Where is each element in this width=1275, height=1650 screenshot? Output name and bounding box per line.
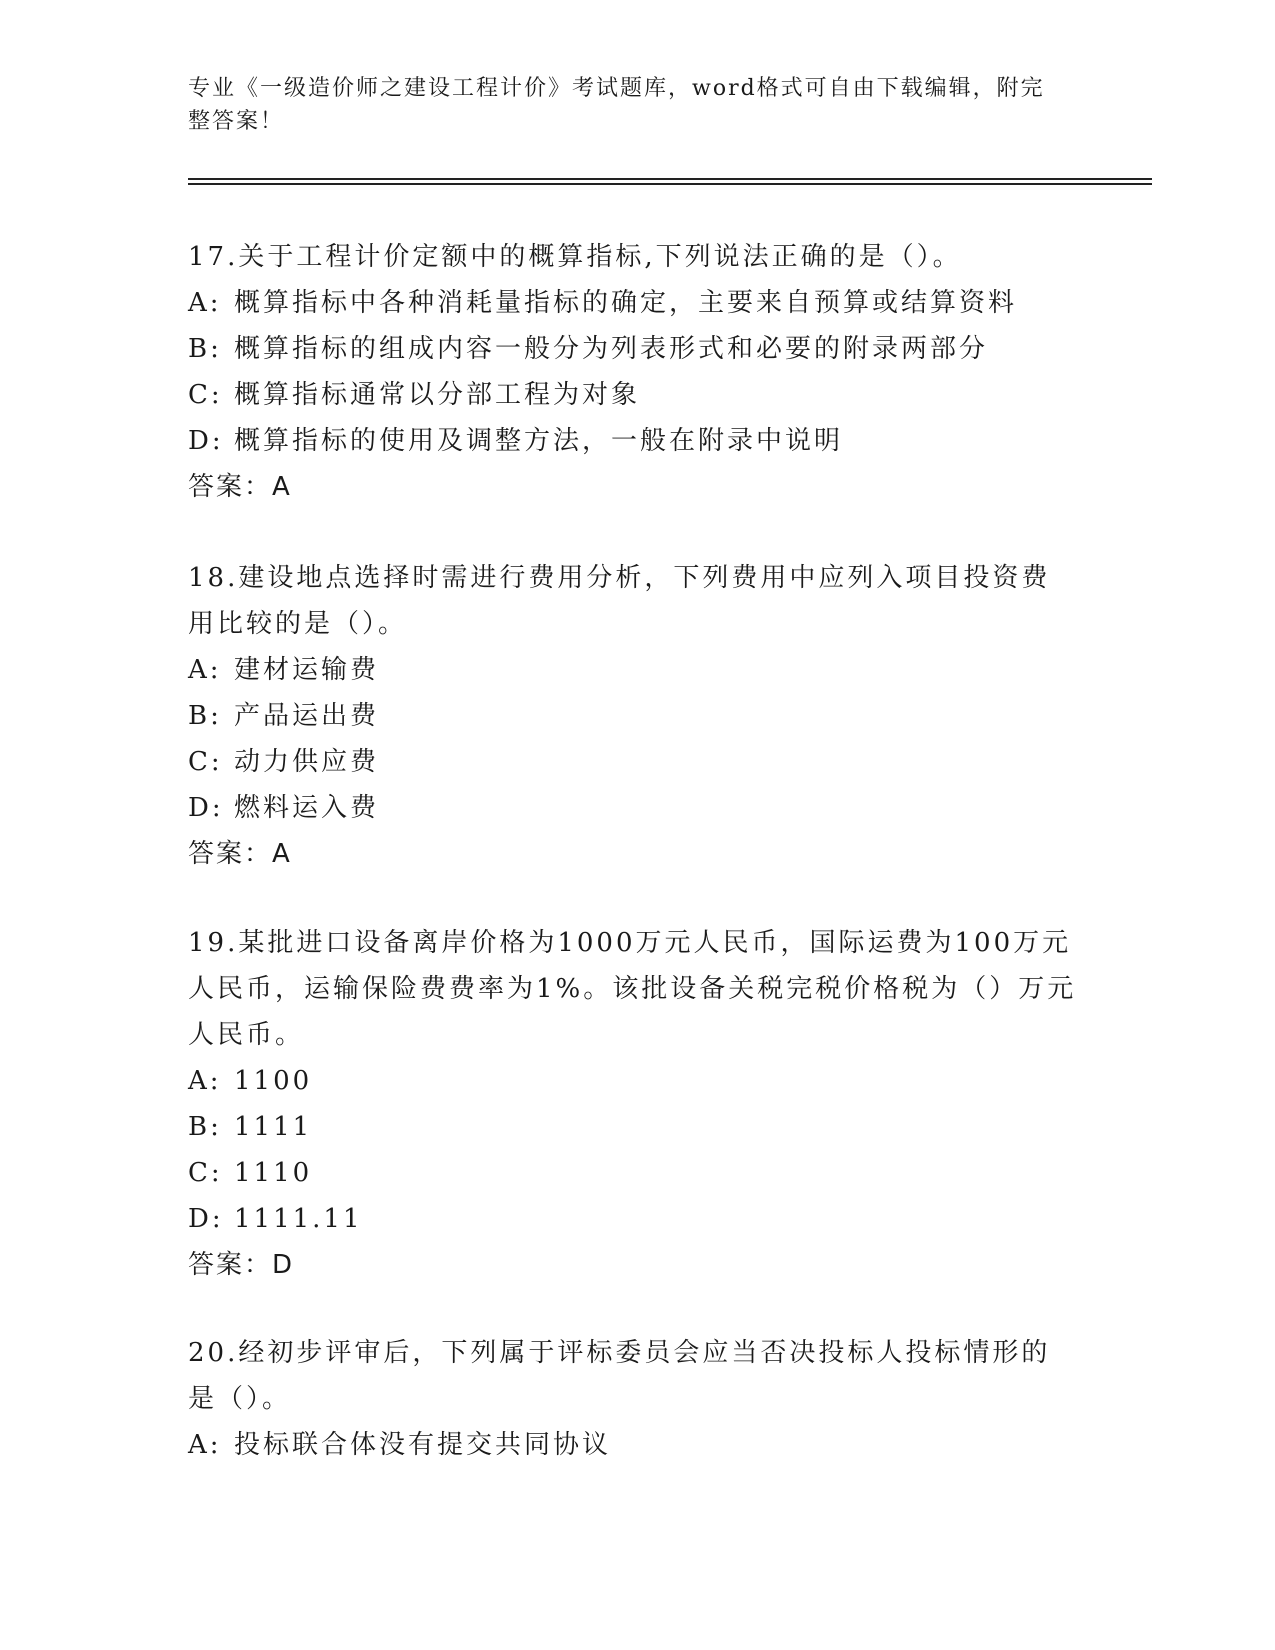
- option-text: 建材运输费: [234, 655, 380, 685]
- option-key: B:: [188, 334, 222, 364]
- option-a: [188, 647, 1078, 693]
- option-text: 投标联合体没有提交共同协议: [234, 1430, 612, 1460]
- option-a: [188, 1058, 1078, 1104]
- option-text: 1111.11: [234, 1204, 363, 1234]
- option-b: [188, 1104, 1078, 1150]
- header-text: 专业《一级造价师之建设工程计价》考试题库，word格式可自由下载编辑，附完整答案！: [188, 76, 1045, 134]
- option-c: [188, 372, 1078, 418]
- option-text: 概算指标的组成内容一般分为列表形式和必要的附录两部分: [234, 334, 989, 364]
- answer: 答案：A: [188, 839, 292, 869]
- option-text: 动力供应费: [234, 747, 380, 777]
- option-key: D:: [188, 426, 224, 456]
- option-key: A:: [188, 288, 222, 318]
- option-key: B:: [188, 1112, 222, 1142]
- option-b: [188, 326, 1078, 372]
- question-stem: 18.建设地点选择时需进行费用分析，下列费用中应列入项目投资费用比较的是（）。: [188, 563, 1051, 639]
- option-text: 产品运出费: [234, 701, 380, 731]
- option-key: A:: [188, 655, 222, 685]
- option-c: [188, 739, 1078, 785]
- document-header: [188, 72, 1068, 138]
- option-key: C:: [188, 1158, 223, 1188]
- question-stem: 19.某批进口设备离岸价格为1000万元人民币，国际运费为100万元人民币，运输保险费费率为1%。该批设备关税完税价格税为（）万元人民币。: [188, 928, 1077, 1050]
- option-text: 燃料运入费: [234, 793, 380, 823]
- option-a: [188, 280, 1078, 326]
- answer: 答案：D: [188, 1250, 295, 1280]
- option-key: C:: [188, 747, 223, 777]
- option-text: 1100: [234, 1066, 313, 1096]
- question-19: [188, 920, 1078, 1288]
- header-rule-bottom: [188, 183, 1152, 185]
- option-d: [188, 785, 1078, 831]
- option-d: [188, 418, 1078, 464]
- option-key: D:: [188, 793, 224, 823]
- question-20: [188, 1330, 1078, 1468]
- header-rule-top: [188, 178, 1152, 180]
- question-stem: 20.经初步评审后，下列属于评标委员会应当否决投标人投标情形的是（）。: [188, 1338, 1051, 1414]
- option-text: 1110: [234, 1158, 313, 1188]
- option-key: A:: [188, 1066, 222, 1096]
- option-text: 1111: [234, 1112, 313, 1142]
- option-b: [188, 693, 1078, 739]
- question-17: [188, 234, 1078, 510]
- answer: 答案：A: [188, 472, 292, 502]
- option-text: 概算指标中各种消耗量指标的确定，主要来自预算或结算资料: [234, 288, 1018, 318]
- option-key: B:: [188, 701, 222, 731]
- option-a: [188, 1422, 1078, 1468]
- option-text: 概算指标通常以分部工程为对象: [234, 380, 641, 410]
- option-key: D:: [188, 1204, 224, 1234]
- option-c: [188, 1150, 1078, 1196]
- option-key: A:: [188, 1430, 222, 1460]
- question-stem: 17.关于工程计价定额中的概算指标,下列说法正确的是（）。: [188, 242, 962, 272]
- question-18: [188, 555, 1078, 877]
- option-key: C:: [188, 380, 223, 410]
- option-d: [188, 1196, 1078, 1242]
- option-text: 概算指标的使用及调整方法，一般在附录中说明: [234, 426, 844, 456]
